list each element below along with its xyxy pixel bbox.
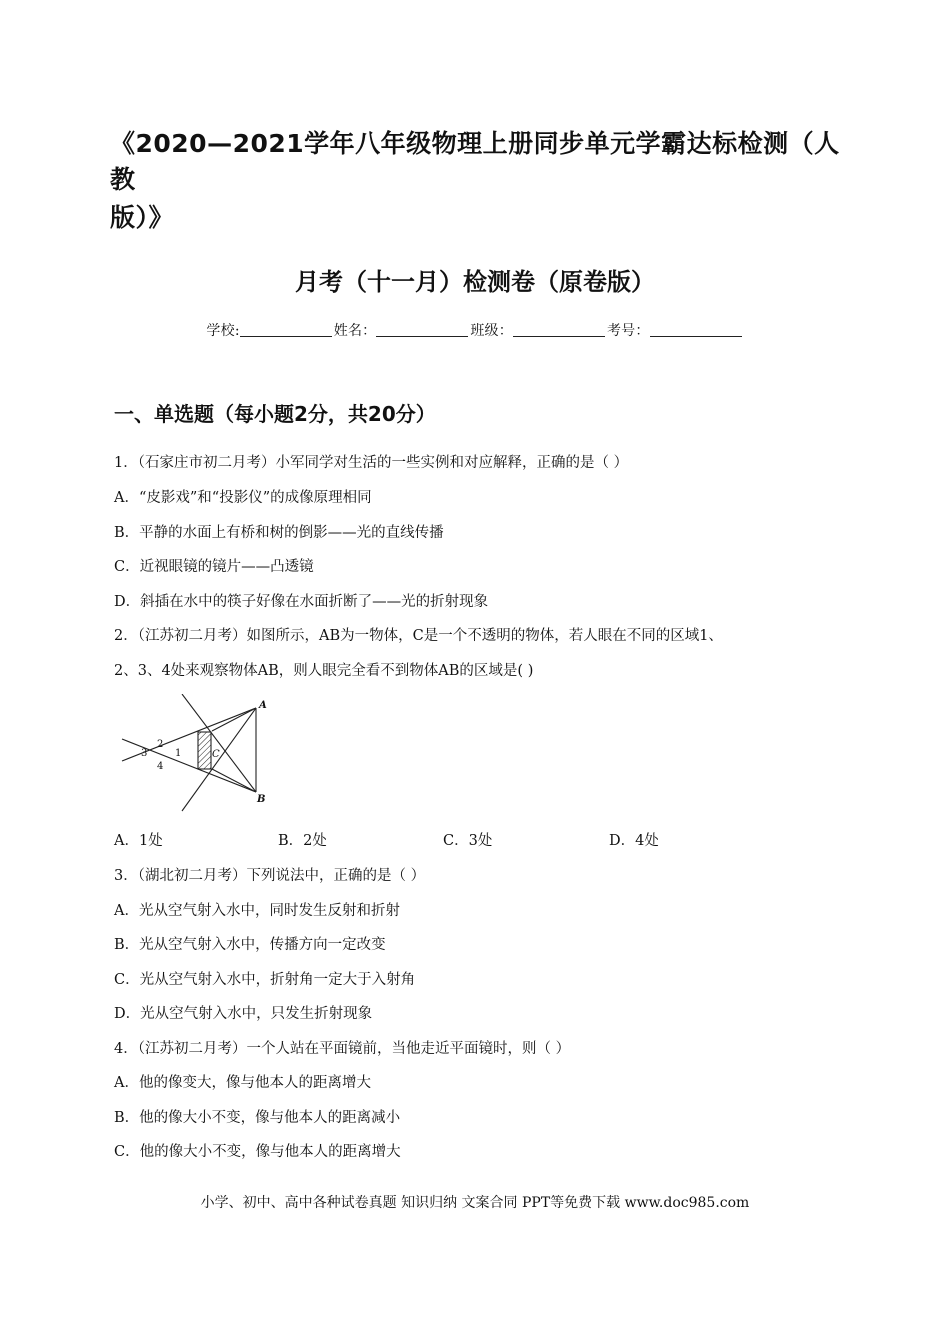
question-3-option-b: B．光从空气射入水中，传播方向一定改变 (114, 937, 386, 953)
student-info-row (0, 320, 950, 340)
label-region-3: 3 (141, 748, 148, 759)
label-c: C (212, 749, 220, 760)
question-3-stem: 3．（湖北初二月考）下列说法中，正确的是（ ） (114, 868, 426, 884)
question-1-option-a: A．“皮影戏”和“投影仪”的成像原理相同 (114, 490, 372, 506)
school-label: 学校: (206, 323, 240, 339)
label-region-1: 1 (175, 748, 182, 759)
name-blank[interactable] (376, 322, 468, 337)
section-heading: 一、单选题（每小题2分，共20分） (114, 402, 436, 426)
question-2-option-d: D．4处 (609, 833, 659, 849)
name-label: 姓名： (333, 323, 377, 339)
question-1-option-b: B．平静的水面上有桥和树的倒影——光的直线传播 (114, 525, 444, 541)
optics-diagram (120, 694, 276, 812)
document-title-line1: 《2020—2021学年八年级物理上册同步单元学霸达标检测（人教 (110, 129, 840, 194)
question-4-stem: 4．（江苏初二月考）一个人站在平面镜前，当他走近平面镜时，则（ ） (114, 1041, 571, 1057)
school-blank[interactable] (240, 322, 332, 337)
question-4-option-b: B．他的像大小不变，像与他本人的距离减小 (114, 1110, 401, 1126)
opaque-object-c (198, 732, 211, 769)
class-blank[interactable] (513, 322, 605, 337)
question-4-option-a: A．他的像变大，像与他本人的距离增大 (114, 1075, 371, 1091)
label-b: B (257, 794, 266, 805)
question-2-option-a: A．1处 (114, 833, 163, 849)
question-1-stem: 1．（石家庄市初二月考）小军同学对生活的一些实例和对应解释，正确的是（ ） (114, 455, 629, 471)
ray-a-to-c (212, 708, 256, 731)
ray-b-to-c (212, 769, 256, 792)
question-3-option-c: C．光从空气射入水中，折射角一定大于入射角 (114, 972, 416, 988)
exam-no-label: 考号： (606, 323, 650, 339)
question-1-option-c: C．近视眼镜的镜片——凸透镜 (114, 559, 314, 575)
label-a: A (259, 700, 267, 711)
question-3-option-d: D．光从空气射入水中，只发生折射现象 (114, 1006, 373, 1022)
question-3-option-a: A．光从空气射入水中，同时发生反射和折射 (114, 903, 400, 919)
page-footer: 小学、初中、高中各种试卷真题 知识归纳 文案合同 PPT等免费下载 www.doc985.com (200, 1195, 750, 1211)
document-subtitle: 月考（十一月）检测卷（原卷版） (295, 268, 655, 296)
question-4-option-c: C．他的像大小不变，像与他本人的距离增大 (114, 1144, 401, 1160)
question-2-stem-line2: 2、3、4处来观察物体AB，则人眼完全看不到物体AB的区域是( ) (114, 663, 534, 679)
question-2-option-b: B．2处 (278, 833, 327, 849)
question-2-option-c: C．3处 (443, 833, 493, 849)
document-title-line2: 版）》 (110, 203, 175, 232)
question-2-stem-line1: 2．（江苏初二月考）如图所示，AB为一物体，C是一个不透明的物体，若人眼在不同的区域1、 (114, 628, 723, 644)
class-label: 班级： (470, 323, 513, 339)
question-1-option-d: D．斜插在水中的筷子好像在水面折断了——光的折射现象 (114, 594, 489, 610)
label-region-4: 4 (157, 761, 164, 772)
exam-no-blank[interactable] (650, 322, 742, 337)
label-region-2: 2 (157, 739, 164, 750)
